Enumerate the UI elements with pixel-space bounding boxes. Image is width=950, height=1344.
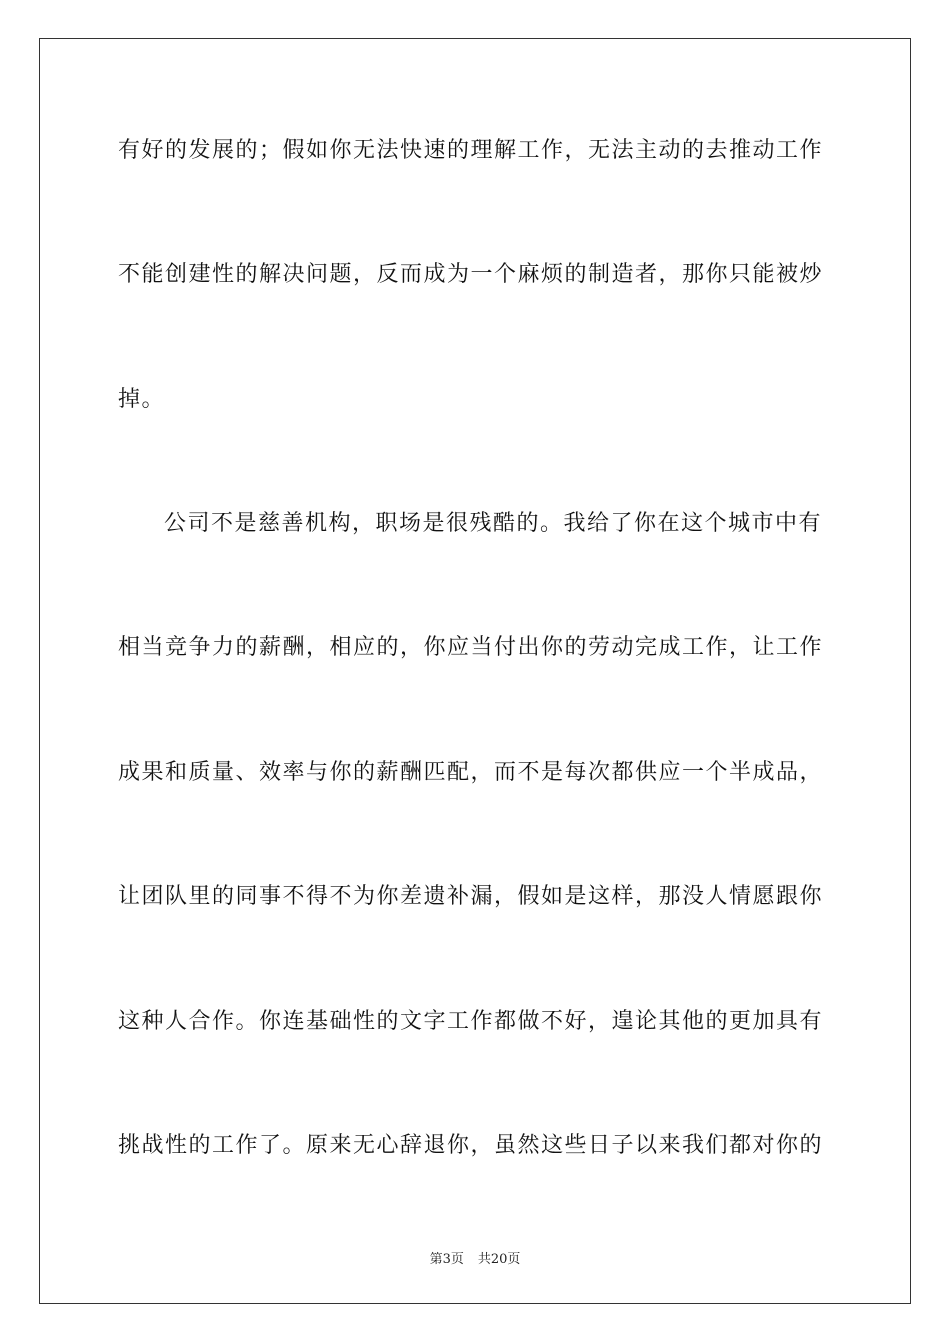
paragraph-line: 相当竞争力的薪酬，相应的，你应当付出你的劳动完成工作，让工作 <box>118 635 824 660</box>
page-number: 第3页 <box>429 1252 464 1267</box>
paragraph-line: 挑战性的工作了。原来无心辞退你，虽然这些日子以来我们都对你的 <box>118 1133 824 1158</box>
paragraph-line: 成果和质量、效率与你的薪酬匹配，而不是每次都供应一个半成品， <box>118 760 824 785</box>
paragraph-line: 掉。 <box>118 387 166 412</box>
page-total: 共20页 <box>477 1252 521 1267</box>
paragraph-line: 这种人合作。你连基础性的文字工作都做不好，遑论其他的更加具有 <box>118 1009 824 1034</box>
page-footer <box>0 1248 950 1267</box>
paragraph-line: 有好的发展的；假如你无法快速的理解工作，无法主动的去推动工作 <box>118 138 824 163</box>
paragraph-line: 公司不是慈善机构，职场是很残酷的。我给了你在这个城市中有 <box>164 511 823 536</box>
page-border <box>39 38 911 1304</box>
paragraph-line: 不能创建性的解决问题，反而成为一个麻烦的制造者，那你只能被炒 <box>118 262 824 287</box>
paragraph-line: 让团队里的同事不得不为你差遗补漏，假如是这样，那没人情愿跟你 <box>118 884 824 909</box>
